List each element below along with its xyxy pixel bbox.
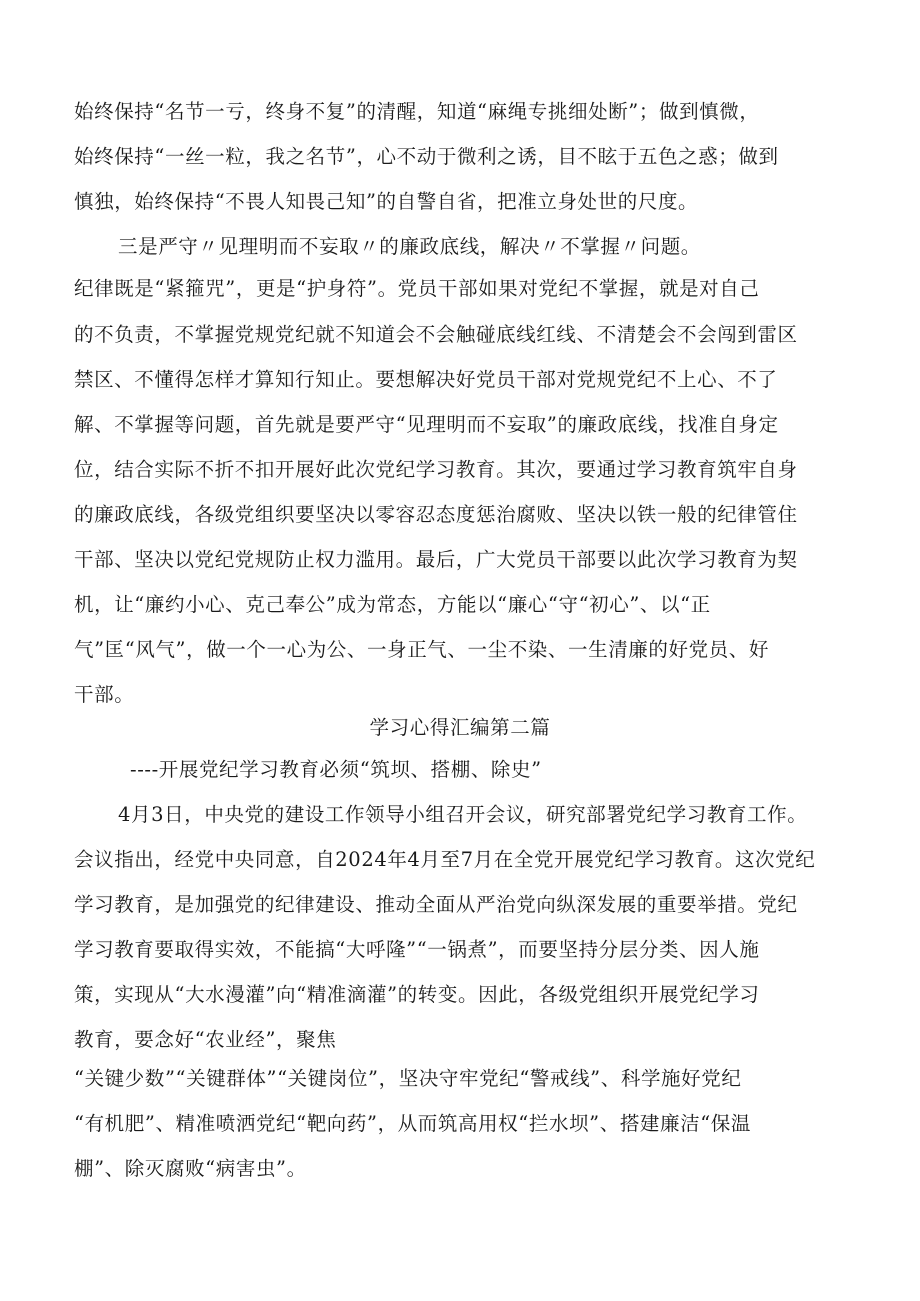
article-subtitle: ----开展党纪学习教育必须“筑坝、搭棚、除史” bbox=[130, 758, 542, 781]
paragraph-line: 策，实现从“大水漫灌”向“精准滴灌”的转变。因此，各级党组织开展党纪学习 bbox=[74, 983, 760, 1006]
paragraph-line: 学习教育要取得实效，不能搞“大呼隆”“一锅煮”，而要坚持分层分类、因人施 bbox=[74, 938, 760, 961]
paragraph-line: 干部。 bbox=[74, 683, 135, 706]
paragraph-line: 始终保持“名节一亏，终身不复”的清醒，知道“麻绳专挑细处断”；做到慎微， bbox=[74, 100, 760, 123]
paragraph-line: 的不负责，不掌握党规党纪就不知道会不会触碰底线红线、不清楚会不会闯到雷区 bbox=[74, 323, 798, 346]
paragraph-line: 慎独，始终保持“不畏人知畏己知”的自警自省，把准立身处世的尺度。 bbox=[74, 190, 699, 213]
paragraph-line: “关键少数”“关键群体”“关键岗位”，坚决守牢党纪“警戒线”、科学施好党纪 bbox=[74, 1067, 742, 1090]
paragraph-line: 4月3日，中央党的建设工作领导小组召开会议，研究部署党纪学习教育工作。 bbox=[118, 803, 808, 826]
section-heading-line: 三是严守〃见理明而不妄取〃的廉政底线，解决〃不掌握〃问题。 bbox=[118, 235, 701, 258]
article-title: 学习心得汇编第二篇 bbox=[369, 716, 551, 739]
paragraph-line: 机，让“廉约小心、克己奉公”成为常态，方能以“廉心“守“初心”、以“正 bbox=[74, 593, 711, 616]
paragraph-line: 位，结合实际不折不扣开展好此次党纪学习教育。其次，要通过学习教育筑牢自身 bbox=[74, 458, 798, 481]
paragraph-line: 始终保持“一丝一粒，我之名节”，心不动于微利之诱，目不眩于五色之惑；做到 bbox=[74, 145, 779, 168]
paragraph-line: 干部、坚决以党纪党规防止权力滥用。最后，广大党员干部要以此次学习教育为契 bbox=[74, 548, 798, 571]
paragraph-line: 气”匡“风气”，做一个一心为公、一身正气、一尘不染、一生清廉的好党员、好 bbox=[74, 638, 770, 661]
paragraph-line: 禁区、不懂得怎样才算知行知止。要想解决好党员干部对党规党纪不上心、不了 bbox=[74, 368, 778, 391]
paragraph-line: 棚”、除灭腐败“病害虫”。 bbox=[74, 1157, 307, 1180]
paragraph-line: 纪律既是“紧箍咒”，更是“护身符”。党员干部如果对党纪不掌握，就是对自己 bbox=[74, 277, 760, 300]
paragraph-line: 教育，要念好“农业经”，聚焦 bbox=[74, 1028, 337, 1051]
paragraph-line: 解、不掌握等问题，首先就是要严守“见理明而不妄取”的廉政底线，找准自身定 bbox=[74, 413, 779, 436]
paragraph-line: 的廉政底线，各级党组织要坚决以零容忍态度惩治腐败、坚决以铁一般的纪律管住 bbox=[74, 503, 798, 526]
paragraph-line: 学习教育，是加强党的纪律建设、推动全面从严治党向纵深发展的重要举措。党纪 bbox=[74, 893, 798, 916]
paragraph-line: 会议指出，经党中央同意，自2024年4月至7月在全党开展党纪学习教育。这次党纪 bbox=[74, 848, 816, 871]
paragraph-line: “有机肥”、精准喷洒党纪“靶向药”，从而筑高用权“拦水坝”、搭建廉洁“保温 bbox=[74, 1112, 751, 1135]
